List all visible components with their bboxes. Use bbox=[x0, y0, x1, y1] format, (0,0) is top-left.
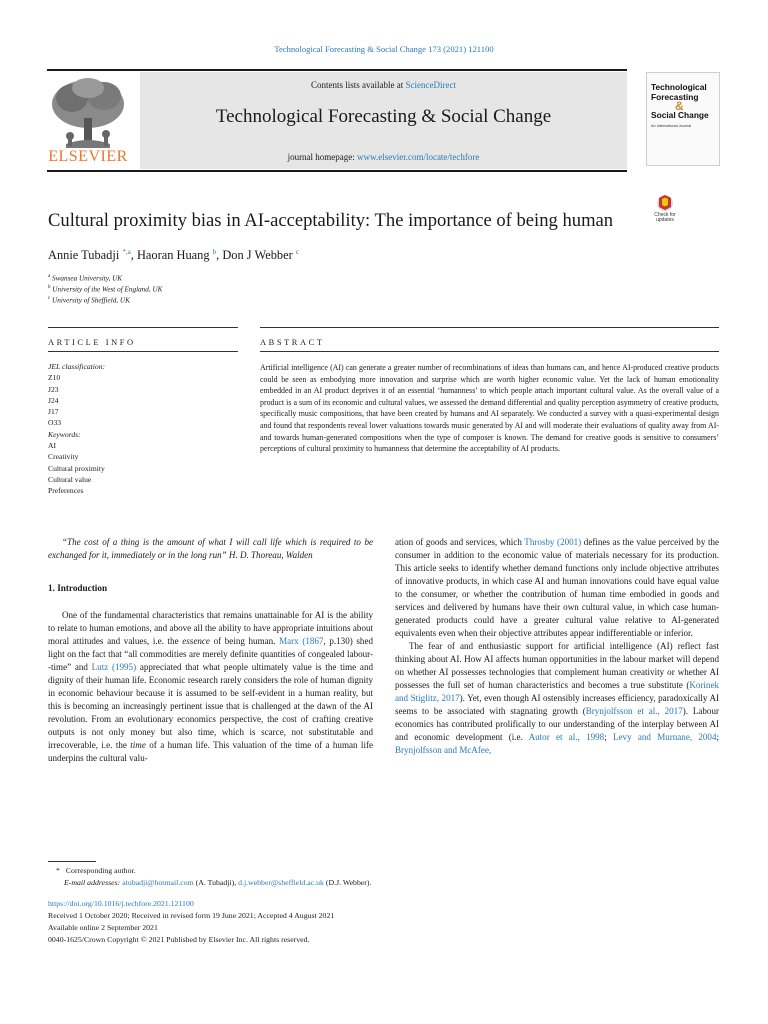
affiliation-text: University of Sheffield, UK bbox=[52, 296, 130, 305]
cover-title-line: Forecasting bbox=[651, 91, 699, 102]
author-name[interactable]: Don J Webber bbox=[222, 248, 293, 263]
body-text: of being human. bbox=[209, 636, 280, 646]
keyword: Creativity bbox=[48, 452, 79, 462]
body-text: ; bbox=[604, 732, 613, 742]
article-info-rule bbox=[48, 351, 238, 352]
available-online: Available online 2 September 2021 bbox=[48, 923, 158, 932]
abstract-text: Artificial intelligence (AI) can generate a greater number of recombinations of ideas than humans can, and hence AI-produced creative products could be seen as embodying more innovation and surprise which are worth higher economic value. Yet the lack of human emotionality embedded in an AI product deprives it of an essential ‘humanness’ to which people attach important cultural value. As the overall value of a product is a sum of its economic and cultural values, we assessed the demand differential and quality perception asymmetry of creative products, specifically music compositions, that have been created by humans and AI separately. We conducted a survey with a quasi-experimental design and found that respondents reveal lower valuations towards music generated by AI and will moderate their evaluations of quality away from AI- and towards human-generated compositions when the type of composer is known. The demand for creative goods is sensitive to consumers’ perceptions of cultural proximity to humanness that determine the acceptability of AI products. bbox=[260, 363, 719, 454]
author-name[interactable]: Haoran Huang bbox=[136, 248, 210, 263]
cover-title bbox=[651, 83, 717, 121]
footnote-rule bbox=[48, 861, 96, 862]
affiliation-mark: c bbox=[48, 296, 51, 301]
author-affiliation-mark[interactable]: c bbox=[295, 248, 299, 256]
jel-label: JEL classification: bbox=[48, 362, 106, 371]
body-paragraph bbox=[48, 609, 373, 765]
jel-code: J23 bbox=[48, 384, 59, 394]
citation-link[interactable]: Lutz (1995) bbox=[91, 662, 137, 672]
citation-link[interactable]: Brynjolfsson and McAfee, bbox=[395, 745, 492, 755]
jel-code: Z10 bbox=[48, 373, 61, 383]
citation-link[interactable]: Marx (1867 bbox=[279, 636, 324, 646]
affiliation bbox=[48, 296, 130, 304]
left-column bbox=[48, 536, 373, 765]
journal-citation[interactable]: Technological Forecasting & Social Change 173 (2021) 121100 bbox=[274, 44, 494, 54]
email-note bbox=[48, 878, 371, 887]
abstract-rule bbox=[260, 327, 719, 328]
citation-link[interactable]: Levy and Murnane, 2004 bbox=[613, 732, 717, 742]
section-heading: 1. Introduction bbox=[48, 583, 108, 593]
homepage-link[interactable]: www.elsevier.com/locate/techfore bbox=[357, 152, 480, 162]
emphasis-text: time bbox=[130, 740, 146, 750]
jel-code: J24 bbox=[48, 395, 59, 405]
affiliation-mark: a bbox=[48, 274, 51, 279]
body-text: of a human life. This valuation of the time of a human life underpins the cultural valu- bbox=[48, 740, 373, 763]
jel-code: O33 bbox=[48, 418, 62, 428]
header-rule-bottom bbox=[47, 170, 627, 172]
body-paragraph bbox=[395, 536, 719, 640]
dates-received: Received 1 October 2020; Received in revised form 19 June 2021; Accepted 4 August 2021 bbox=[48, 911, 335, 920]
cover-title-line: & bbox=[675, 99, 684, 113]
affiliation-text: Swansea University, UK bbox=[52, 274, 123, 283]
epigraph: “The cost of a thing is the amount of what I will call life which is required to be exchanged for it, immediately or in the long run” H. D. Thoreau, Walden bbox=[48, 537, 373, 560]
journal-title: Technological Forecasting & Social Change bbox=[215, 106, 552, 127]
corresponding-author-note bbox=[48, 866, 136, 875]
body-text: The fear of and enthusiastic support for artificial intelligence (AI) reflect fast thinking about AI. How AI affects human opportunities in the labour market will depend on whether AI possesses technologies that complement human creativity or whether AI possesses the full set of human characteristics and becomes a true substitute ( bbox=[395, 641, 719, 690]
body-paragraph bbox=[395, 640, 719, 757]
body-text: appreciated that what people ultimately value is the time and dignity of their human life. Economic research rarely considers the role of human dignity in economic behaviour because it is assumed to be self-evident in a human reality, but this is becoming an increasingly pertinent issue that is challenged at the dawn of the AI revolution. From an evolutionary economics perspective, the cost of crafting creative outputs is not only money but also time, which is scarce, not substitutable and irrecoverable, i.e. the bbox=[48, 662, 373, 750]
abstract-rule bbox=[260, 351, 719, 352]
email-label: E-mail addresses: bbox=[64, 878, 121, 887]
cover-title-line: Social Change bbox=[651, 110, 709, 120]
copyright: 0040-1625/Crown Copyright © 2021 Published by Elsevier Inc. All rights reserved. bbox=[48, 935, 310, 944]
affiliation bbox=[48, 285, 162, 293]
article-title: Cultural proximity bias in AI-acceptability: The importance of being human bbox=[48, 210, 614, 231]
author-affiliation-mark[interactable]: b bbox=[212, 248, 217, 256]
email-link[interactable]: d.j.webber@sheffield.ac.uk bbox=[238, 878, 324, 887]
emphasis-text: essence bbox=[182, 636, 210, 646]
body-text: , p.130) shed light on the fact that “all commodities are merely definite quantities of congealed labour--time” and bbox=[48, 636, 373, 672]
affiliation bbox=[48, 274, 122, 282]
footnote-star: * bbox=[56, 866, 60, 875]
keyword: Preferences bbox=[48, 486, 84, 496]
cover-subtitle: An International Journal bbox=[651, 124, 692, 128]
affiliation-mark: b bbox=[48, 285, 51, 290]
homepage-prefix: journal homepage: bbox=[287, 152, 358, 162]
sciencedirect-link[interactable]: ScienceDirect bbox=[405, 80, 456, 90]
article-info-heading: ARTICLE INFO bbox=[48, 338, 136, 347]
citation-link[interactable]: Throsby (2001) bbox=[524, 537, 582, 547]
author-name[interactable]: Annie Tubadji bbox=[48, 248, 120, 263]
author-list: Annie Tubadji $^{*,a}$, Haoran Huang $^b$, Don J Webber $^c$ bbox=[48, 248, 299, 263]
elsevier-wordmark[interactable]: ELSEVIER bbox=[48, 148, 128, 165]
jel-code: J17 bbox=[48, 407, 59, 417]
right-column bbox=[395, 536, 719, 757]
affiliation-text: University of the West of England, UK bbox=[52, 285, 163, 294]
body-text: ). Labour economics has contributed prolifically to our understanding of the interplay between AI and economic development (i.e. bbox=[395, 706, 719, 742]
email-owner: (A. Tubadji), bbox=[193, 878, 239, 887]
contents-line bbox=[140, 80, 627, 90]
contents-prefix: Contents lists available at bbox=[311, 80, 406, 90]
body-text: ation of goods and services, which bbox=[395, 537, 525, 547]
doi-link[interactable]: https://doi.org/10.1016/j.techfore.2021.121100 bbox=[48, 899, 194, 908]
article-info-rule bbox=[48, 327, 238, 328]
keyword: AI bbox=[48, 441, 57, 451]
email-link[interactable]: atubadji@hotmail.com bbox=[122, 878, 194, 887]
cover-title-line: Technological bbox=[651, 82, 707, 92]
body-text: defines as the value perceived by the consumer in addition to the economic value of materials necessary for its production. This article seeks to identify whether demand functions only include objective attributes of innovative products, in which case AI and human innovations could have equal value to the consumer, or whether the contribution of human time embodied in goods and services and delivered by humans have their own cultural value, in which case human-generated products could have a greater cultural value relative to AI-generated equivalents even when their objective attributes appear indifferentiable or inferior. bbox=[395, 537, 719, 638]
header-rule-top bbox=[47, 69, 627, 71]
body-text: ). Yet, even though AI ostensibly increases efficiency, paradoxically AI seems to be associated with stagnating growth ( bbox=[395, 693, 719, 716]
homepage-line bbox=[140, 152, 627, 162]
keyword: Cultural proximity bbox=[48, 463, 105, 473]
citation-link[interactable]: Korinek and Stiglitz, 2017 bbox=[395, 680, 719, 703]
body-text: One of the fundamental characteristics that remains unattainable for AI is the ability to relate to human emotions, and above all the ability to have appropriate intuitions about moral attitudes and values, i.e. the bbox=[48, 610, 373, 646]
keywords-label: Keywords: bbox=[48, 429, 81, 439]
author-affiliation-mark[interactable]: *,a bbox=[122, 248, 131, 256]
corresponding-label: Corresponding author. bbox=[65, 866, 136, 875]
email-owner: (D.J. Webber). bbox=[323, 878, 372, 887]
abstract-heading: ABSTRACT bbox=[260, 338, 325, 347]
keyword: Cultural value bbox=[48, 474, 92, 484]
article-info-list bbox=[48, 361, 238, 497]
citation-link[interactable]: Brynjolfsson et al., 2017 bbox=[585, 706, 683, 716]
body-text: ; bbox=[716, 732, 719, 742]
citation-link[interactable]: Autor et al., 1998 bbox=[528, 732, 605, 742]
check-for-updates-label[interactable]: Check for updates bbox=[654, 212, 676, 224]
